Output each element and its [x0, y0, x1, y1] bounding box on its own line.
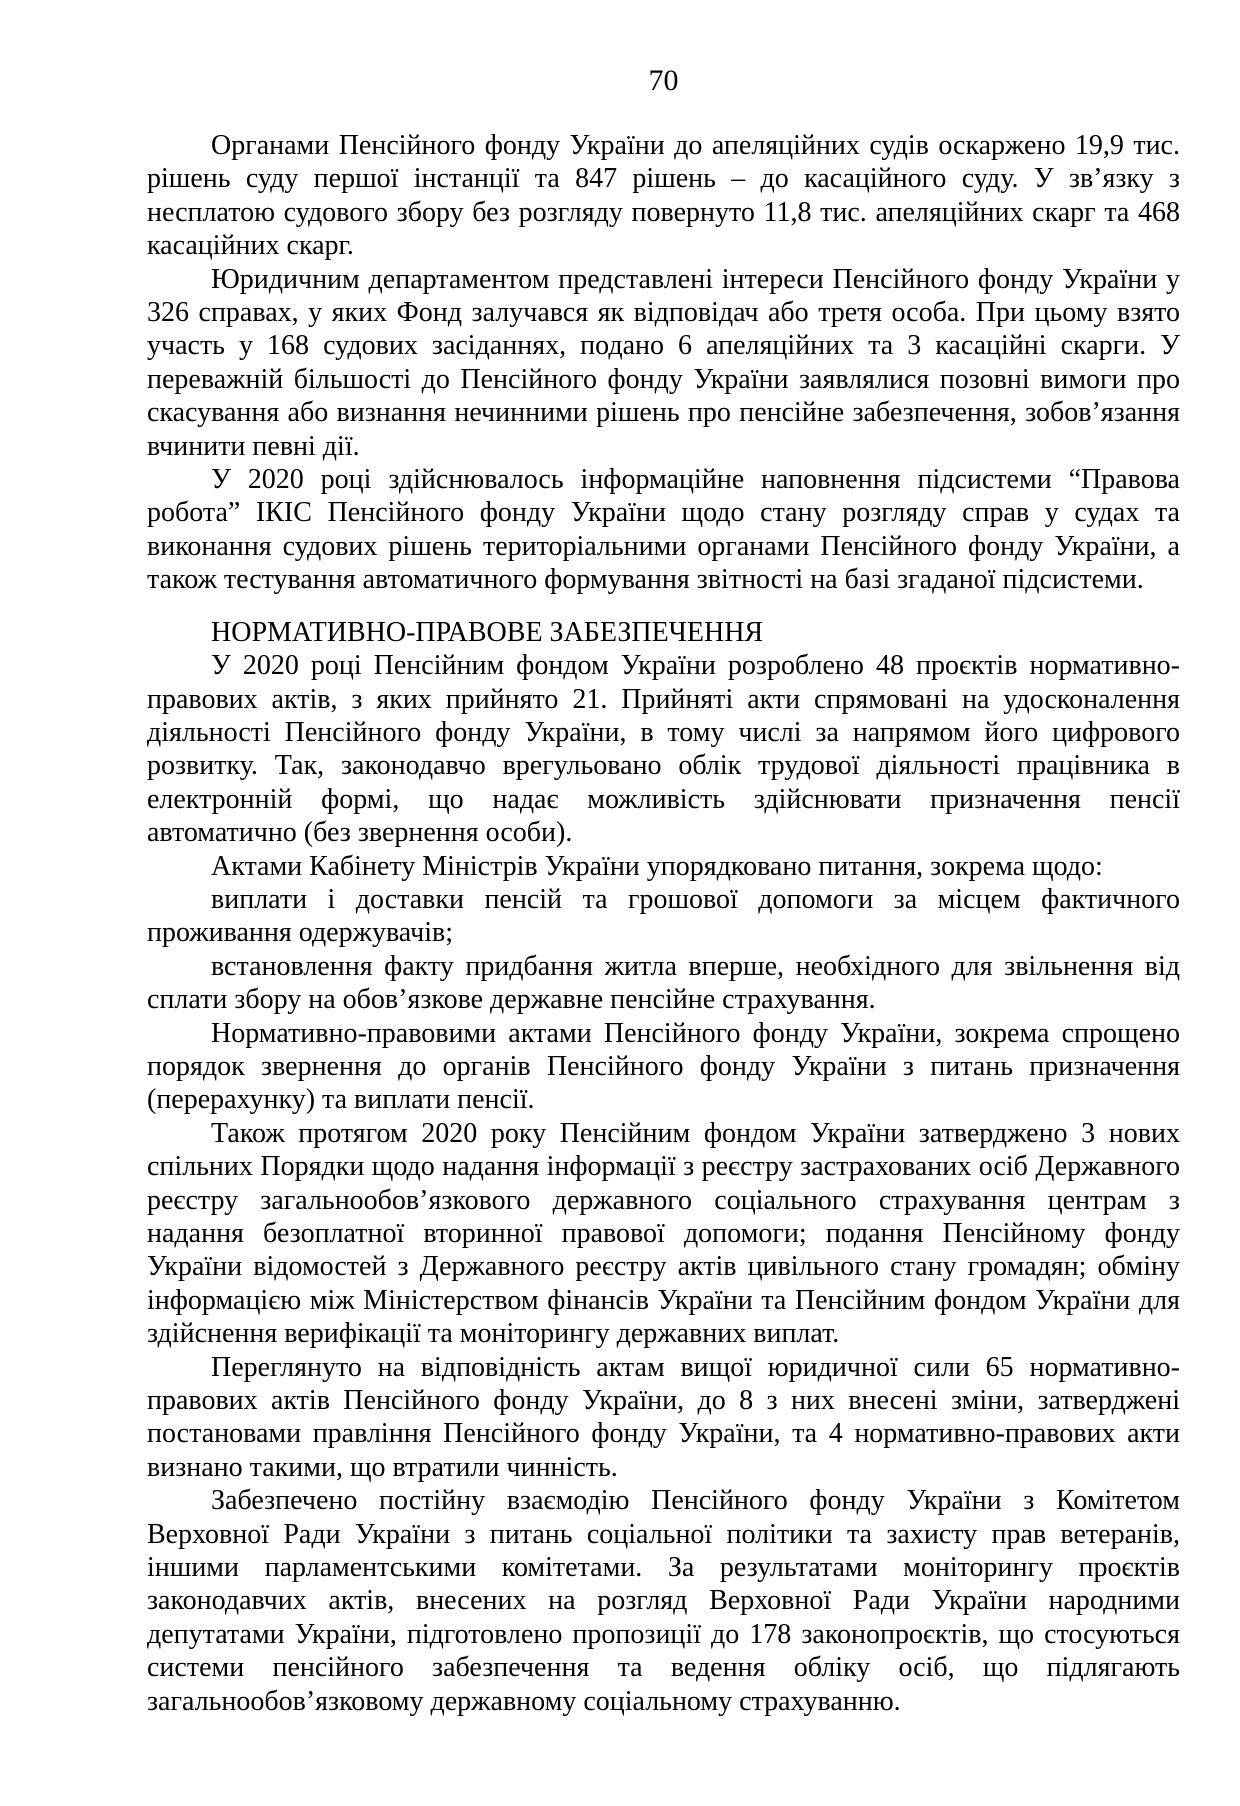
body-paragraph: У 2020 році Пенсійним фондом України розроблено 48 проєктів нормативно-правових актів, з яких прийнято 21. Прийняті акти спрямовані на удосконалення діяльності Пенсійного фонду України, в тому числі за напрямом його цифрового розвитку. Так, законодавчо врегульовано облік трудової діяльності працівника в електронній формі, що надає можливість здійснювати призначення пенсії автоматично (без звернення особи). — [147, 650, 1180, 849]
body-paragraph: Забезпечено постійну взаємодію Пенсійного фонду України з Комітетом Верховної Ради України з питань соціальної політики та захисту прав ветеранів, іншими парламентськими комітетами. За результатами моніторингу проєктів законодавчих актів, внесених на розгляд Верховної Ради України народними депутатами України, підготовлено пропозиції до 178 законопроєктів, що стосуються системи пенсійного забезпечення та ведення обліку осіб, що підлягають загальнообов’язковому державному соціальному страхуванню. — [147, 1485, 1180, 1717]
page-number: 70 — [648, 64, 679, 97]
section-heading: НОРМАТИВНО-ПРАВОВЕ ЗАБЕЗПЕЧЕННЯ — [211, 616, 764, 648]
body-paragraph: Переглянуто на відповідність актам вищої юридичної сили 65 нормативно-правових актів Пенсійного фонду України, до 8 з них внесені зміни, затверджені постановами правління Пенсійного фонду України, та 4 нормативно-правових акти визнано такими, що втратили чинність. — [147, 1351, 1180, 1483]
body-paragraph: встановлення факту придбання житла вперше, необхідного для звільнення від сплати збору на обов’язкове державне пенсійне страхування. — [147, 950, 1180, 1016]
body-paragraph: Актами Кабінету Міністрів України упорядковано питання, зокрема щодо: — [211, 850, 1103, 882]
body-paragraph: Нормативно-правовими актами Пенсійного фонду України, зокрема спрощено порядок звернення до органів Пенсійного фонду України з питань призначення (перерахунку) та виплати пенсії. — [147, 1017, 1180, 1116]
intro-paragraph: Органами Пенсійного фонду України до апеляційних судів оскаржено 19,9 тис. рішень суду першої інстанції та 847 рішень – до касаційного суду. У зв’язку з несплатою судового збору без розгляду повернуто 11,8 тис. апеляційних скарг та 468 касаційних скарг. — [147, 130, 1180, 262]
body-paragraph: виплати і доставки пенсій та грошової допомоги за місцем фактичного проживання одержувачів; — [147, 883, 1180, 949]
intro-paragraph: У 2020 році здійснювалось інформаційне наповнення підсистеми “Правова робота” ІКІС Пенсійного фонду України щодо стану розгляду справ у судах та виконання судових рішень територіальними органами Пенсійного фонду України, а також тестування автоматичного формування звітності на базі згаданої підсистеми. — [147, 464, 1180, 596]
document-body — [147, 129, 1180, 1718]
intro-paragraph: Юридичним департаментом представлені інтереси Пенсійного фонду України у 326 справах, у яких Фонд залучався як відповідач або третя особа. При цьому взято участь у 168 судових засіданнях, подано 6 апеляційних та 3 касаційні скарги. У переважній більшості до Пенсійного фонду України заявлялися позовні вимоги про скасування або визнання нечинними рішень про пенсійне забезпечення, зобов’язання вчинити певні дії. — [147, 263, 1180, 462]
body-paragraph: Також протягом 2020 року Пенсійним фондом України затверджено 3 нових спільних Порядки щодо надання інформації з реєстру застрахованих осіб Державного реєстру загальнообов’язкового державного соціального страхування центрам з надання безоплатної вторинної правової допомоги; подання Пенсійному фонду України відомостей з Державного реєстру актів цивільного стану громадян; обміну інформацією між Міністерством фінансів України та Пенсійним фондом України для здійснення верифікації та моніторингу державних виплат. — [147, 1117, 1180, 1350]
